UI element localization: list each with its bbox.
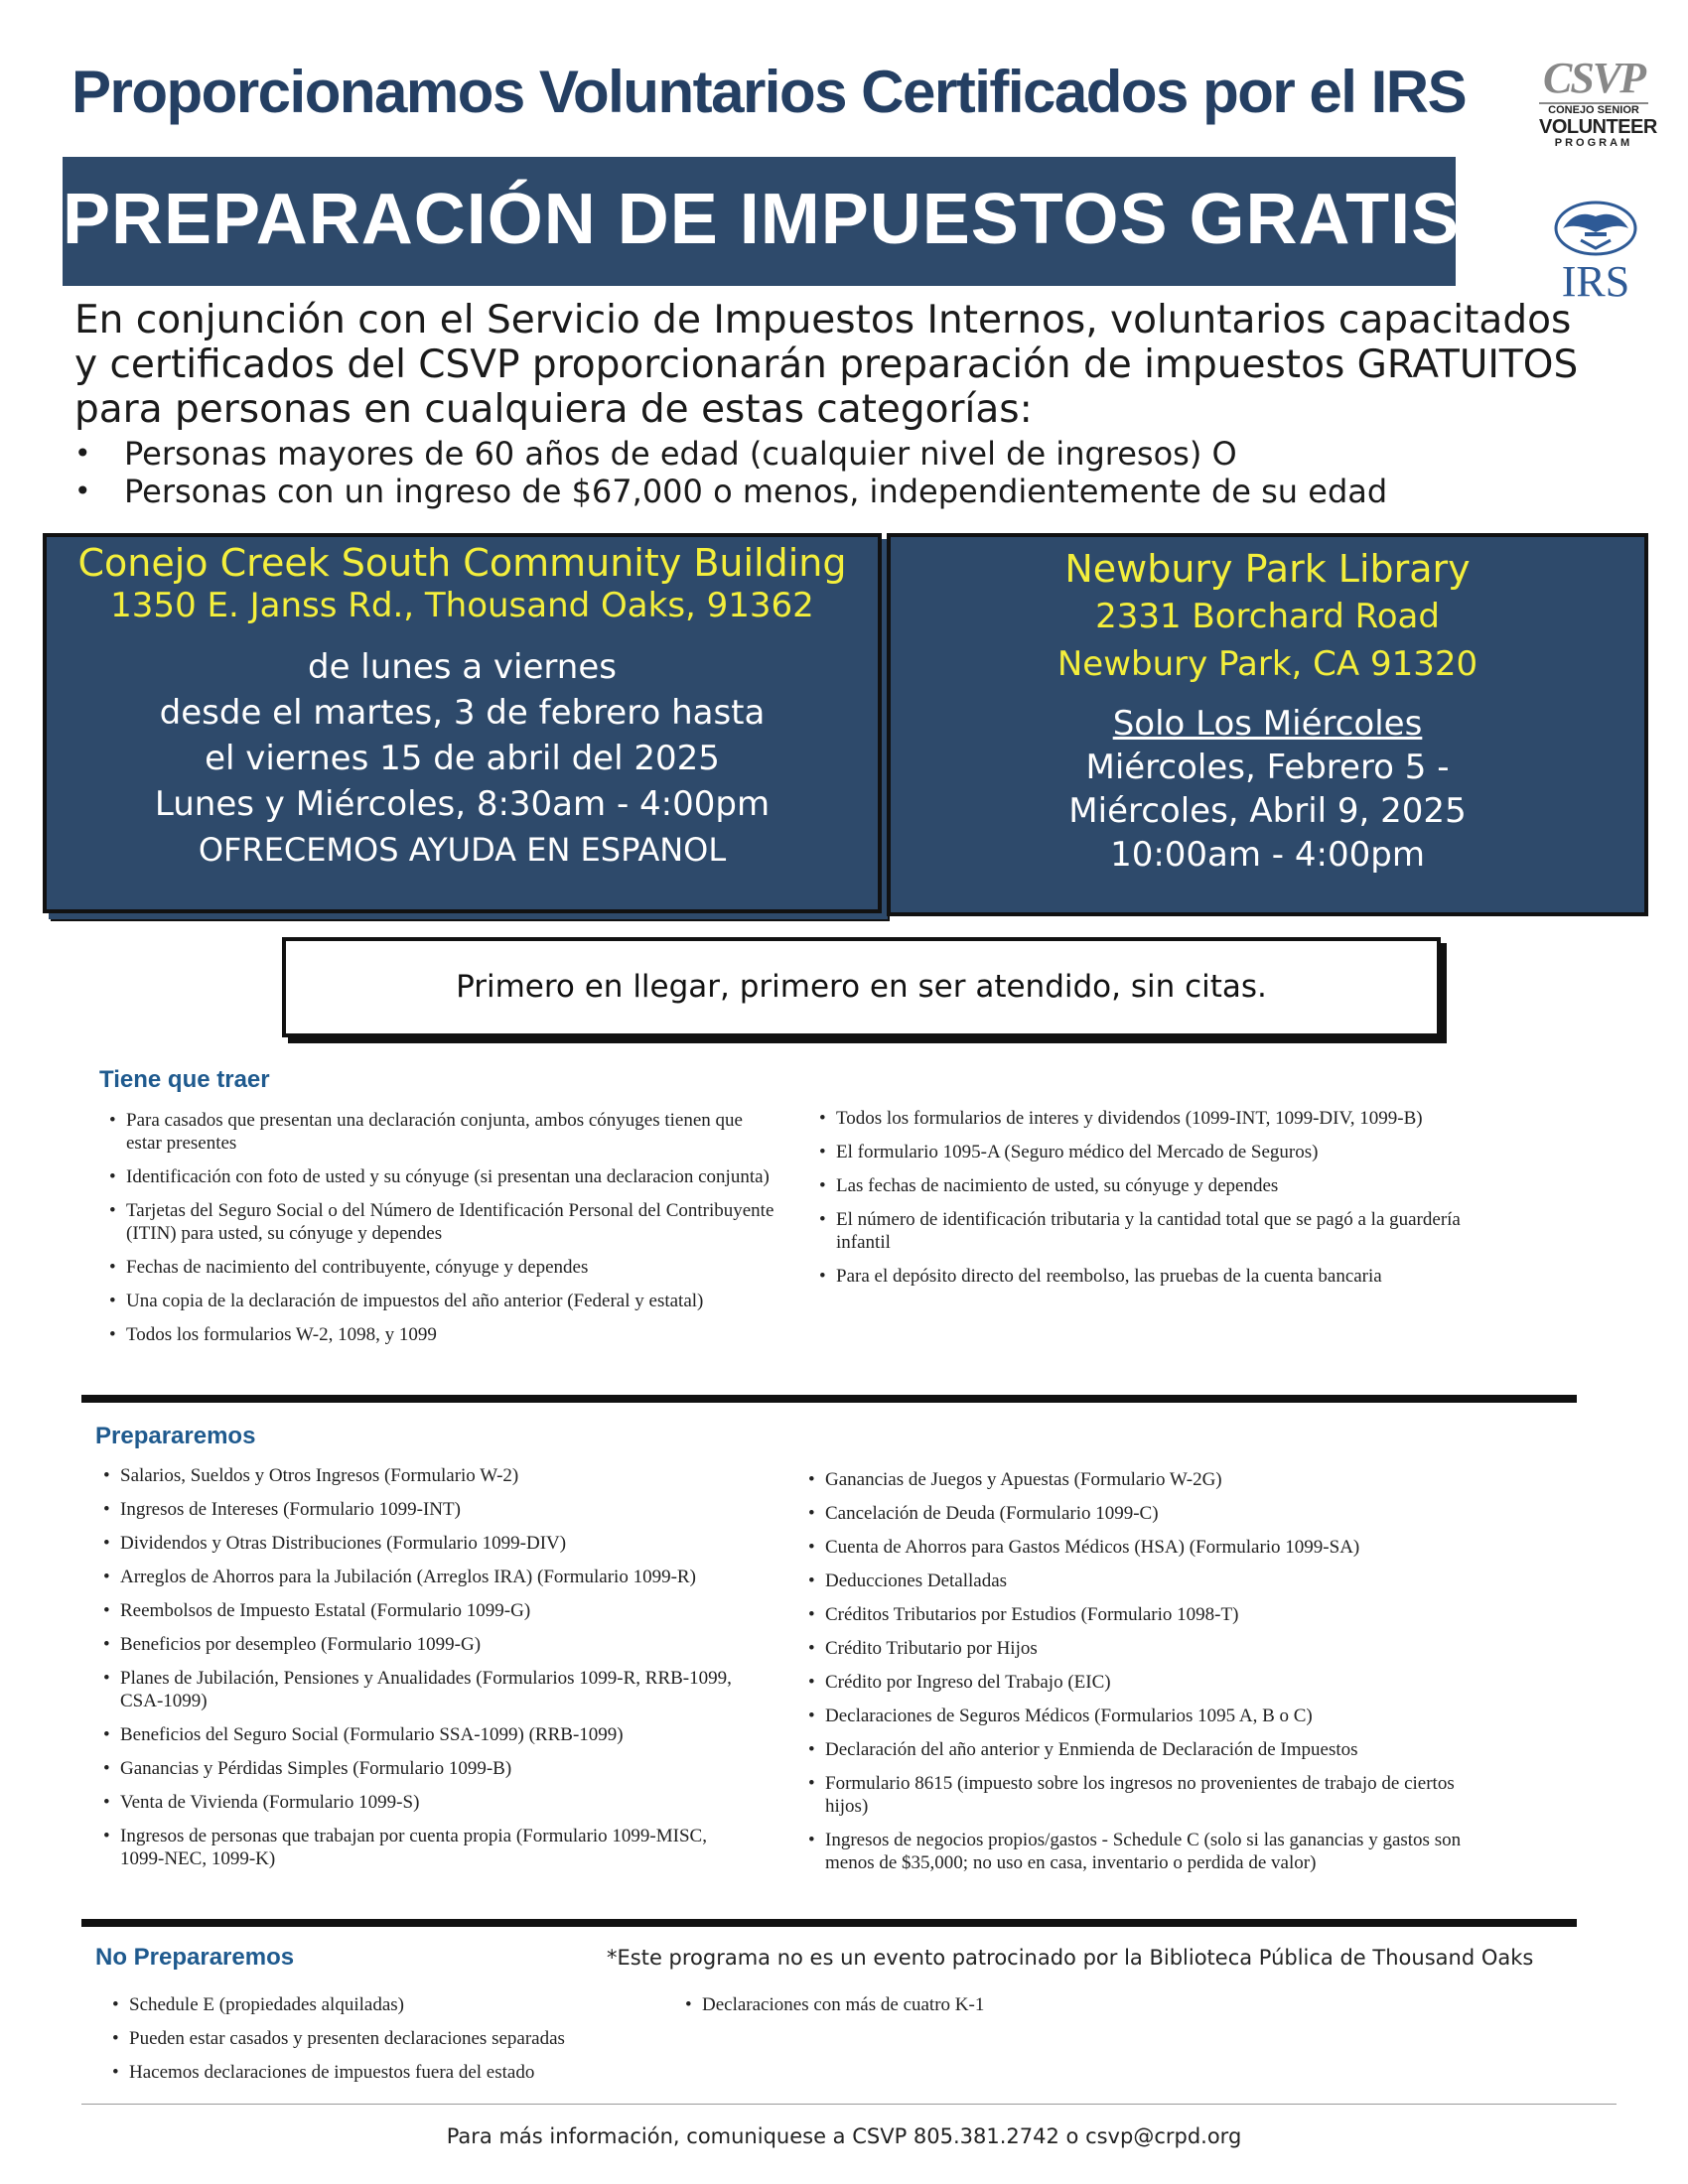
list-item: • Salarios, Sueldos y Otros Ingresos (Formulario W-2) [99,1464,745,1487]
list-item: • Ingresos de personas que trabajan por cuenta propia (Formulario 1099-MISC, 1099-NEC, 1099-K) [99,1825,745,1870]
spanish-help-line: OFRECEMOS AYUDA EN ESPANOL [198,831,727,869]
list-item: • Fechas de nacimiento del contribuyente, cónyuge y dependes [105,1256,780,1279]
list-item: • Planes de Jubilación, Pensiones y Anualidades (Formularios 1099-R, RRB-1099, CSA-1099) [99,1667,745,1712]
irs-text: IRS [1561,257,1630,306]
page-title: Proporcionamos Voluntarios Certificados por el IRS [71,59,1467,125]
list-item: • Cancelación de Deuda (Formulario 1099-C) [804,1502,1489,1525]
prepare-heading: Prepararemos [95,1423,256,1449]
list-item: • Deducciones Detalladas [804,1570,1489,1592]
list-item: • Declaración del año anterior y Enmienda de Declaración de Impuestos [804,1738,1489,1761]
schedule-line: de lunes a viernes [308,647,617,687]
not-prepare-list-right [681,1993,1178,2027]
not-prepare-list-left [108,1993,724,2095]
schedule-line: Miércoles, Febrero 5 - [1085,748,1450,787]
list-item: • Todos los formularios W-2, 1098, y 1099 [105,1323,780,1346]
list-item: • Identificación con foto de usted y su cónyuge (si presentan una declaracion conjunta) [105,1165,780,1188]
irs-logo [1541,199,1650,308]
list-item: • Todos los formularios de interes y dividendos (1099-INT, 1099-DIV, 1099-B) [815,1107,1490,1130]
list-item: • Venta de Vivienda (Formulario 1099-S) [99,1791,745,1814]
section-divider [81,1395,1577,1403]
schedule-line: desde el martes, 3 de febrero hasta [159,693,766,733]
intro-text [74,298,1623,432]
location-address: 1350 E. Janss Rd., Thousand Oaks, 91362 [110,586,814,625]
list-item: • Reembolsos de Impuesto Estatal (Formulario 1099-G) [99,1599,745,1622]
csvp-line2: VOLUNTEER [1539,116,1657,138]
bring-heading: Tiene que traer [99,1066,270,1093]
list-item: • Arreglos de Ahorros para la Jubilación (Arreglos IRA) (Formulario 1099-R) [99,1566,745,1588]
location-box-newbury [887,533,1648,916]
list-item: • Ganancias de Juegos y Apuestas (Formulario W-2G) [804,1468,1489,1491]
schedule-line: el viernes 15 de abril del 2025 [205,739,720,778]
list-item: • Declaraciones con más de cuatro K-1 [681,1993,1178,2016]
schedule-line: Lunes y Miércoles, 8:30am - 4:00pm [154,784,771,824]
list-item: • Ingresos de negocios propios/gastos - Schedule C (solo si las ganancias y gastos son menos de $35,000; no uso en casa, inventario o perdida de valor) [804,1829,1489,1874]
list-item: • Créditos Tributarios por Estudios (Formulario 1098-T) [804,1603,1489,1626]
list-item: • Ingresos de Intereses (Formulario 1099-INT) [99,1498,745,1521]
intro-line1: En conjunción con el Servicio de Impuestos Internos, voluntarios capacitados [74,298,1572,342]
schedule-line: Miércoles, Abril 9, 2025 [1068,791,1467,831]
list-item: • Tarjetas del Seguro Social o del Número de Identificación Personal del Contribuyente (ITIN) para usted, su cónyuge y dependes [105,1199,780,1245]
list-item: • Hacemos declaraciones de impuestos fuera del estado [108,2061,724,2084]
location-address: 2331 Borchard Road [1095,597,1440,636]
location-name: Newbury Park Library [1064,547,1471,591]
list-item: • El formulario 1095-A (Seguro médico del Mercado de Seguros) [815,1141,1490,1163]
prepare-list-right [804,1468,1489,1885]
list-item: • Para el depósito directo del reembolso, las pruebas de la cuenta bancaria [815,1265,1490,1288]
eligibility-item: • Personas mayores de 60 años de edad (cualquier nivel de ingresos) O [74,435,1623,473]
location-box-conejo [43,533,882,913]
list-item: • Ganancias y Pérdidas Simples (Formulario 1099-B) [99,1757,745,1780]
location-name: Conejo Creek South Community Building [77,541,847,585]
banner-text: PREPARACIÓN DE IMPUESTOS GRATIS [63,180,1461,259]
wednesday-only: Solo Los Miércoles [1112,704,1423,744]
first-come-text: Primero en llegar, primero en ser atendido, sin citas. [456,969,1267,1005]
eligibility-list [74,435,1623,510]
intro-line3: para personas en cualquiera de estas categorías: [74,387,1033,432]
sponsor-note: *Este programa no es un evento patrocinado por la Biblioteca Pública de Thousand Oaks [607,1946,1534,1970]
list-item: • Dividendos y Otras Distribuciones (Formulario 1099-DIV) [99,1532,745,1555]
list-item: • Una copia de la declaración de impuestos del año anterior (Federal y estatal) [105,1290,780,1312]
bring-list-left [105,1109,780,1357]
csvp-line3: PROGRAM [1554,137,1633,149]
list-item: • Beneficios por desempleo (Formulario 1099-G) [99,1633,745,1656]
list-item: • Crédito Tributario por Hijos [804,1637,1489,1660]
list-item: • Formulario 8615 (impuesto sobre los ingresos no provenientes de trabajo de ciertos hijos) [804,1772,1489,1818]
footer-contact: Para más información, comuniquese a CSVP 805.381.2742 o csvp@crpd.org [446,2124,1242,2148]
list-item: • Declaraciones de Seguros Médicos (Formularios 1095 A, B o C) [804,1705,1489,1727]
bring-list-right [815,1107,1490,1298]
list-item: • El número de identificación tributaria y la cantidad total que se pagó a la guardería infantil [815,1208,1490,1254]
list-item: • Schedule E (propiedades alquiladas) [108,1993,724,2016]
first-come-box [282,937,1441,1037]
list-item: • Crédito por Ingreso del Trabajo (EIC) [804,1671,1489,1694]
footer-divider [81,2104,1617,2105]
list-item: • Las fechas de nacimiento de usted, su cónyuge y dependes [815,1174,1490,1197]
location-city: Newbury Park, CA 91320 [1056,644,1478,684]
csvp-line1: CONEJO SENIOR [1548,104,1639,116]
csvp-logo [1539,54,1657,184]
eligibility-item: • Personas con un ingreso de $67,000 o menos, independientemente de su edad [74,473,1623,510]
list-item: • Beneficios del Seguro Social (Formulario SSA-1099) (RRB-1099) [99,1723,745,1746]
list-item: • Pueden estar casados y presenten declaraciones separadas [108,2027,724,2050]
schedule-line: 10:00am - 4:00pm [1110,835,1425,875]
title-banner [63,157,1461,286]
not-prepare-heading: No Prepararemos [95,1944,295,1971]
intro-line2: y certificados del CSVP proporcionarán preparación de impuestos GRATUITOS [74,342,1579,387]
prepare-list-left [99,1464,745,1881]
list-item: • Para casados que presentan una declaración conjunta, ambos cónyuges tienen que estar presentes [105,1109,780,1155]
irs-eagle-icon [1541,199,1650,256]
section-divider [81,1919,1577,1927]
list-item: • Cuenta de Ahorros para Gastos Médicos (HSA) (Formulario 1099-SA) [804,1536,1489,1559]
csvp-mark: CSVP [1539,55,1648,104]
